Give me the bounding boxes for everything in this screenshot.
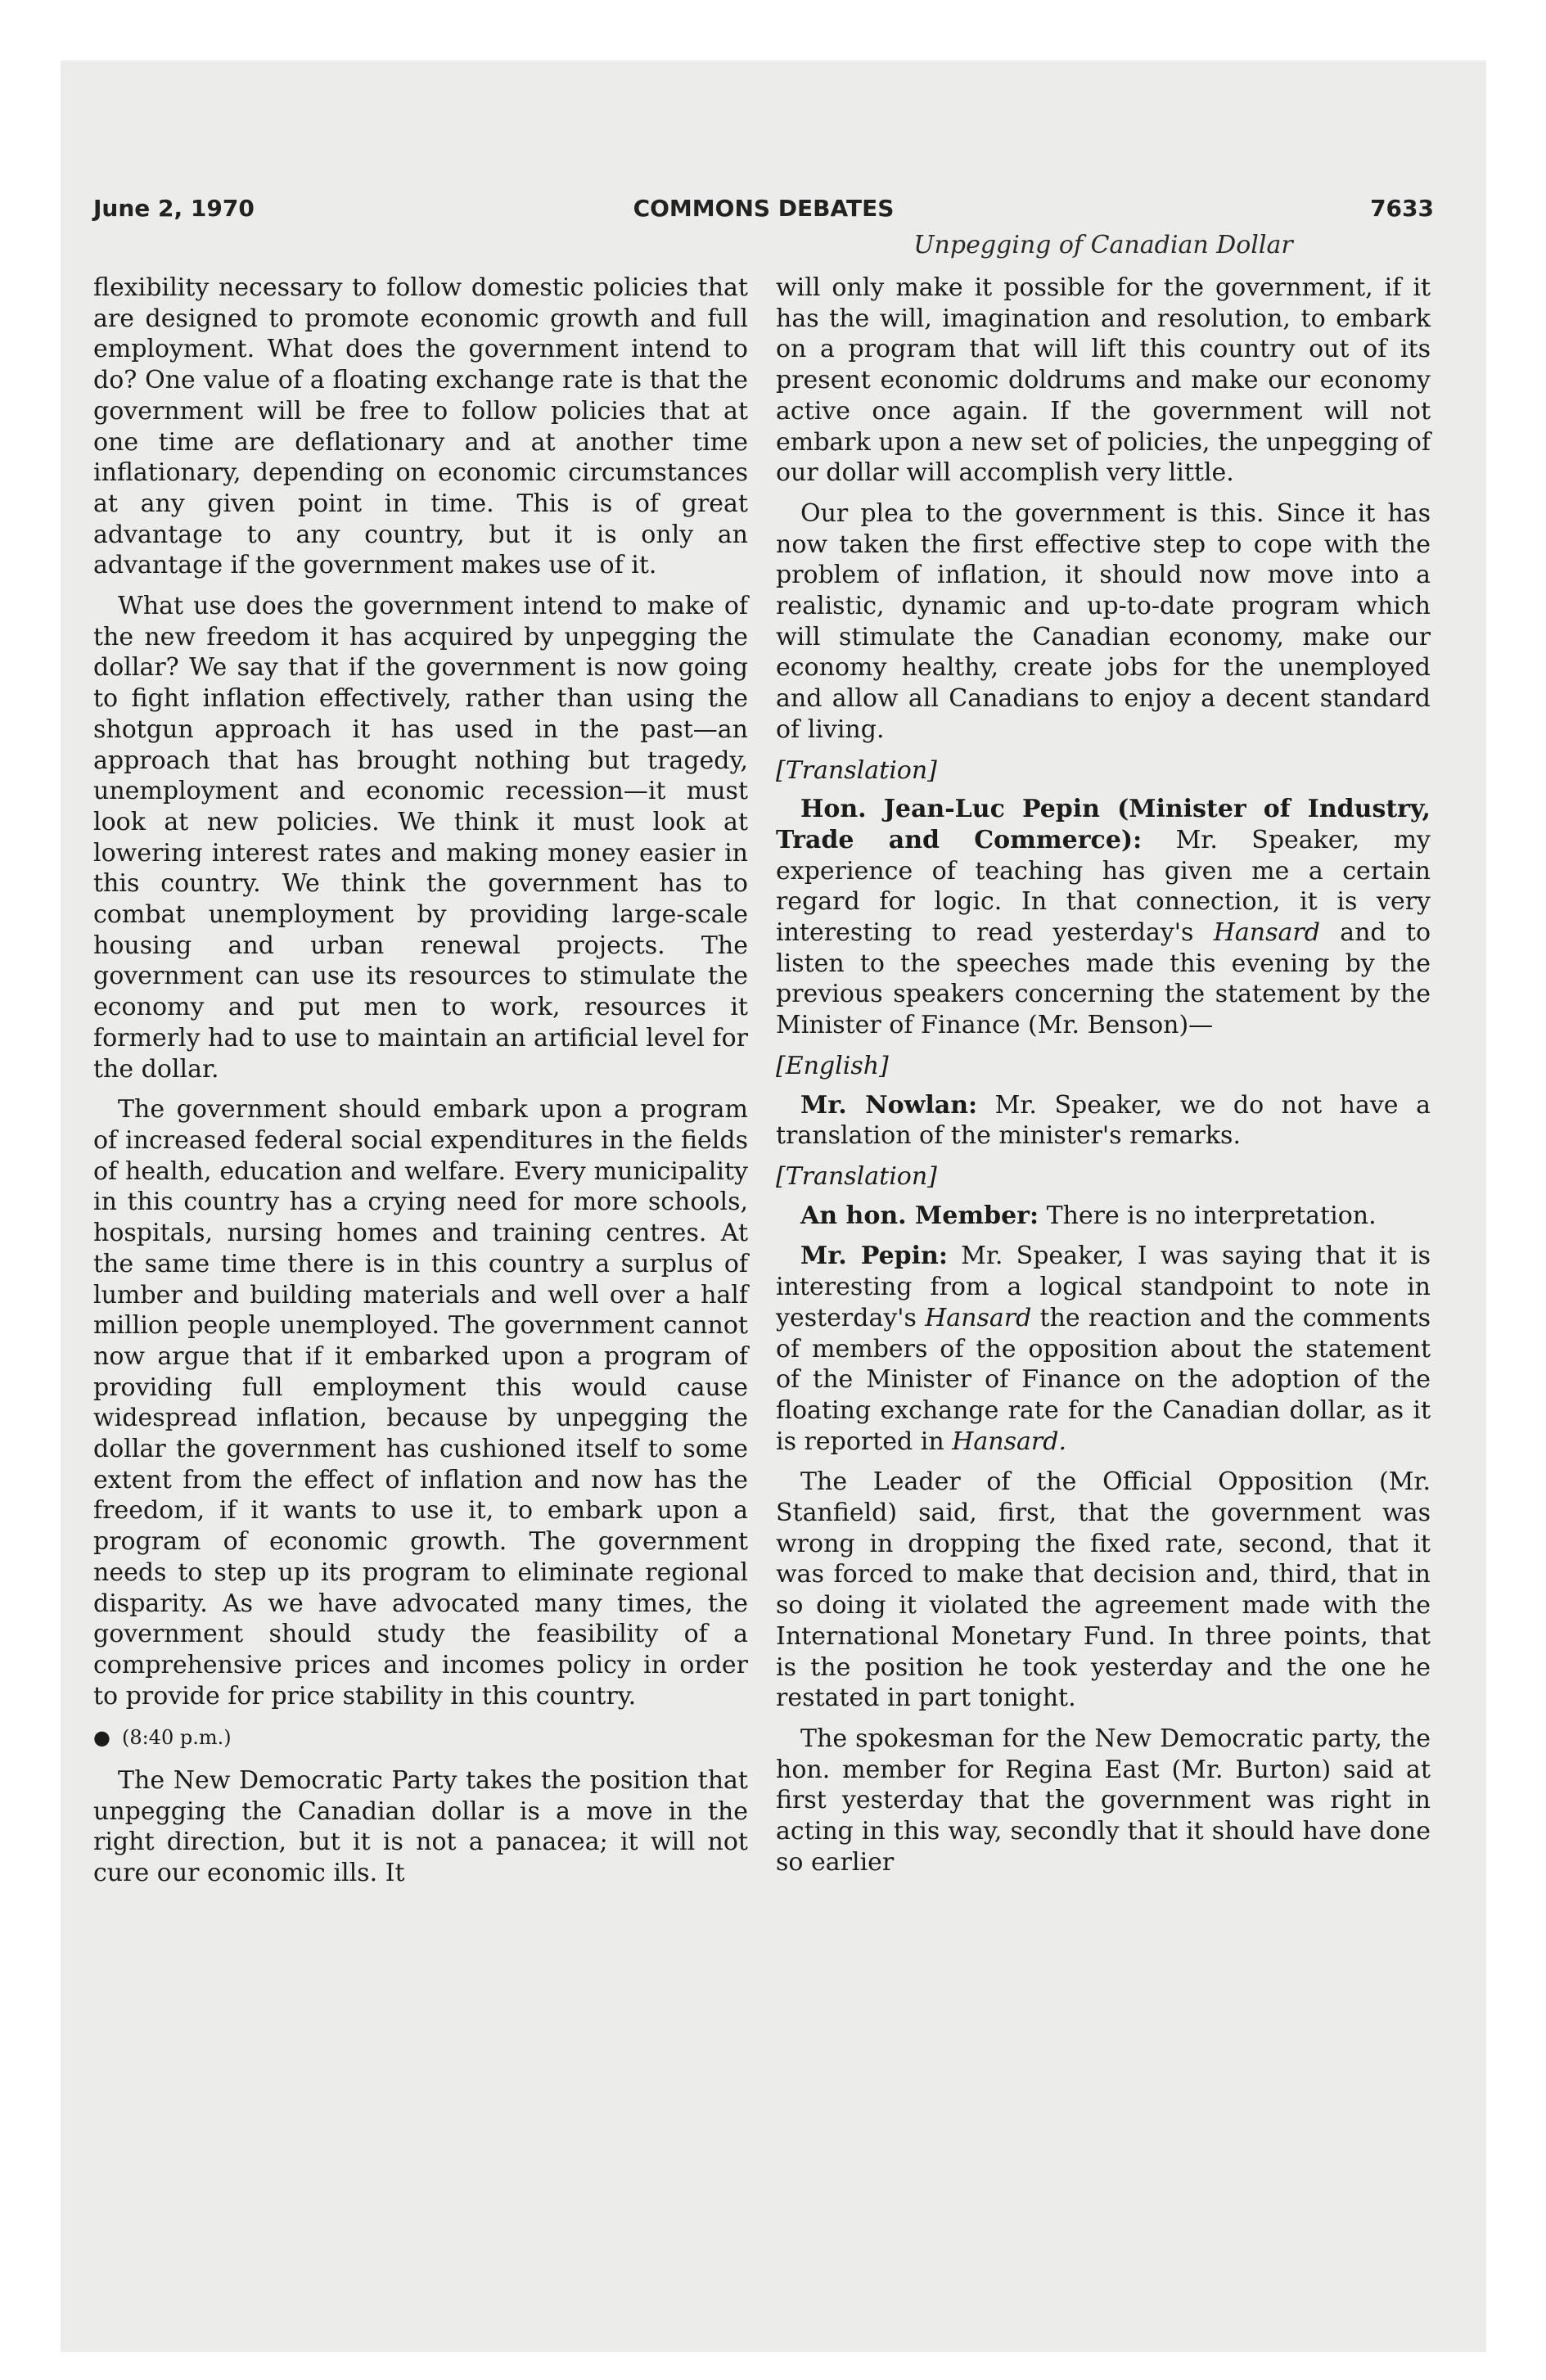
timestamp-text: (8:40 p.m.) (121, 1726, 232, 1750)
speaker-name: Mr. Nowlan: (800, 1090, 978, 1120)
hansard-reference: Hansard. (952, 1427, 1066, 1456)
speech-text: Mr. Speaker, I was saying that it is interesting from a logical standpoint to note in yesterday's (776, 1242, 1431, 1332)
speech-text: Mr. Speaker, we do not have a translation of the minister's remarks. (776, 1090, 1431, 1151)
speech (776, 1241, 1431, 1457)
speech (776, 1090, 1431, 1152)
bullet-icon: ● (93, 1726, 110, 1750)
timestamp (93, 1723, 748, 1754)
speech-text: and to listen to the speeches made this evening by the previous speakers concerning the statement by the Minister of Finance (Mr. Benson)— (776, 918, 1431, 1040)
speech (776, 1201, 1431, 1232)
header-title: COMMONS DEBATES (633, 195, 895, 222)
speaker-name: Mr. Pepin: (800, 1242, 948, 1271)
speech-text: There is no interpretation. (1046, 1201, 1377, 1230)
speech-text: Mr. Speaker, my experience of teaching has given me a certain regard for logic. In that connection, it is very interesting to read yesterday's (776, 825, 1431, 948)
paragraph: The spokesman for the New Democratic party, the hon. member for Regina East (Mr. Burton) said at first yesterday that the government was right in acting in this way, secondly that it should have done so earlier (776, 1724, 1431, 1877)
language-tag (776, 1051, 1431, 1082)
language-tag (776, 755, 1431, 787)
speech-text: the reaction and the comments of members of the opposition about the statement of the Minister of Finance on the adoption of the floating exchange rate for the Canadian dollar, as it is reported in (776, 1303, 1431, 1456)
right-column (776, 273, 1431, 1887)
hansard-reference: Hansard (925, 1303, 1032, 1332)
paragraph: What use does the government intend to make of the new freedom it has acquired by unpegging the dollar? We say that if the government is now going to fight inflation effectively, rather than using the shotgun approach it has used in the past—an approach that has brought nothing but tragedy, unemployment and economic recession—it must look at new policies. We think it must look at lowering interest rates and making money easier in this country. We think the government has to combat unemployment by providing large-scale housing and urban renewal projects. The government can use its resources to stimulate the economy and put men to work, resources it formerly had to use to maintain an artificial level for the dollar. (93, 592, 748, 1084)
page-number: 7633 (1370, 195, 1434, 222)
language-tag (776, 1161, 1431, 1192)
hansard-reference: Hansard (1213, 918, 1320, 948)
language-tag-text: [Translation] (776, 1161, 937, 1191)
page-header (93, 195, 1434, 228)
speech (776, 794, 1431, 1041)
paragraph: Our plea to the government is this. Since it has now taken the first effective step to cope with the problem of inflation, it should now move into a realistic, dynamic and up-to-date program which will stimulate the Canadian economy, make our economy healthy, create jobs for the unemployed and allow all Canadians to enjoy a decent standard of living. (776, 498, 1431, 744)
page-subheading: Unpegging of Canadian Dollar (913, 231, 1293, 259)
paragraph: flexibility necessary to follow domestic policies that are designed to promote economic growth and full employment. What does the government intend to do? One value of a floating exchange rate is that the government will be free to follow policies that at one time are deflationary and at another time inflationary, depending on economic circumstances at any given point in time. This is of great advantage to any country, but it is only an advantage if the government makes use of it. (93, 273, 748, 580)
language-tag-text: [Translation] (776, 755, 937, 785)
paragraph: will only make it possible for the government, if it has the will, imagination and resolution, to embark on a program that will lift this country out of its present economic doldrums and make our economy active once again. If the government will not embark upon a new set of policies, the unpegging of our dollar will accomplish very little. (776, 273, 1431, 488)
language-tag-text: [English] (776, 1051, 889, 1080)
header-date: June 2, 1970 (93, 195, 255, 222)
speaker-name: An hon. Member: (800, 1201, 1039, 1230)
left-column (93, 273, 748, 1899)
paragraph: The New Democratic Party takes the position that unpegging the Canadian dollar is a move in the right direction, but it is not a panacea; it will not cure our economic ills. It (93, 1766, 748, 1888)
paragraph: The government should embark upon a program of increased federal social expenditures in the fields of health, education and welfare. Every municipality in this country has a crying need for more schools, hospitals, nursing homes and training centres. At the same time there is in this country a surplus of lumber and building materials and well over a half million people unemployed. The government cannot now argue that if it embarked upon a program of providing full employment this would cause widespread inflation, because by unpegging the dollar the government has cushioned itself to some extent from the effect of inflation and now has the freedom, if it wants to use it, to embark upon a program of economic growth. The government needs to step up its program to eliminate regional disparity. As we have advocated many times, the government should study the feasibility of a comprehensive prices and incomes policy in order to provide for price stability in this country. (93, 1095, 748, 1711)
paragraph: The Leader of the Official Opposition (Mr. Stanfield) said, first, that the government was wrong in dropping the fixed rate, second, that it was forced to make that decision and, third, that in so doing it violated the agreement made with the International Monetary Fund. In three points, that is the position he took yesterday and the one he restated in part tonight. (776, 1467, 1431, 1713)
speaker-name: Hon. Jean-Luc Pepin (Minister of Industry, Trade and Commerce): (776, 795, 1431, 854)
